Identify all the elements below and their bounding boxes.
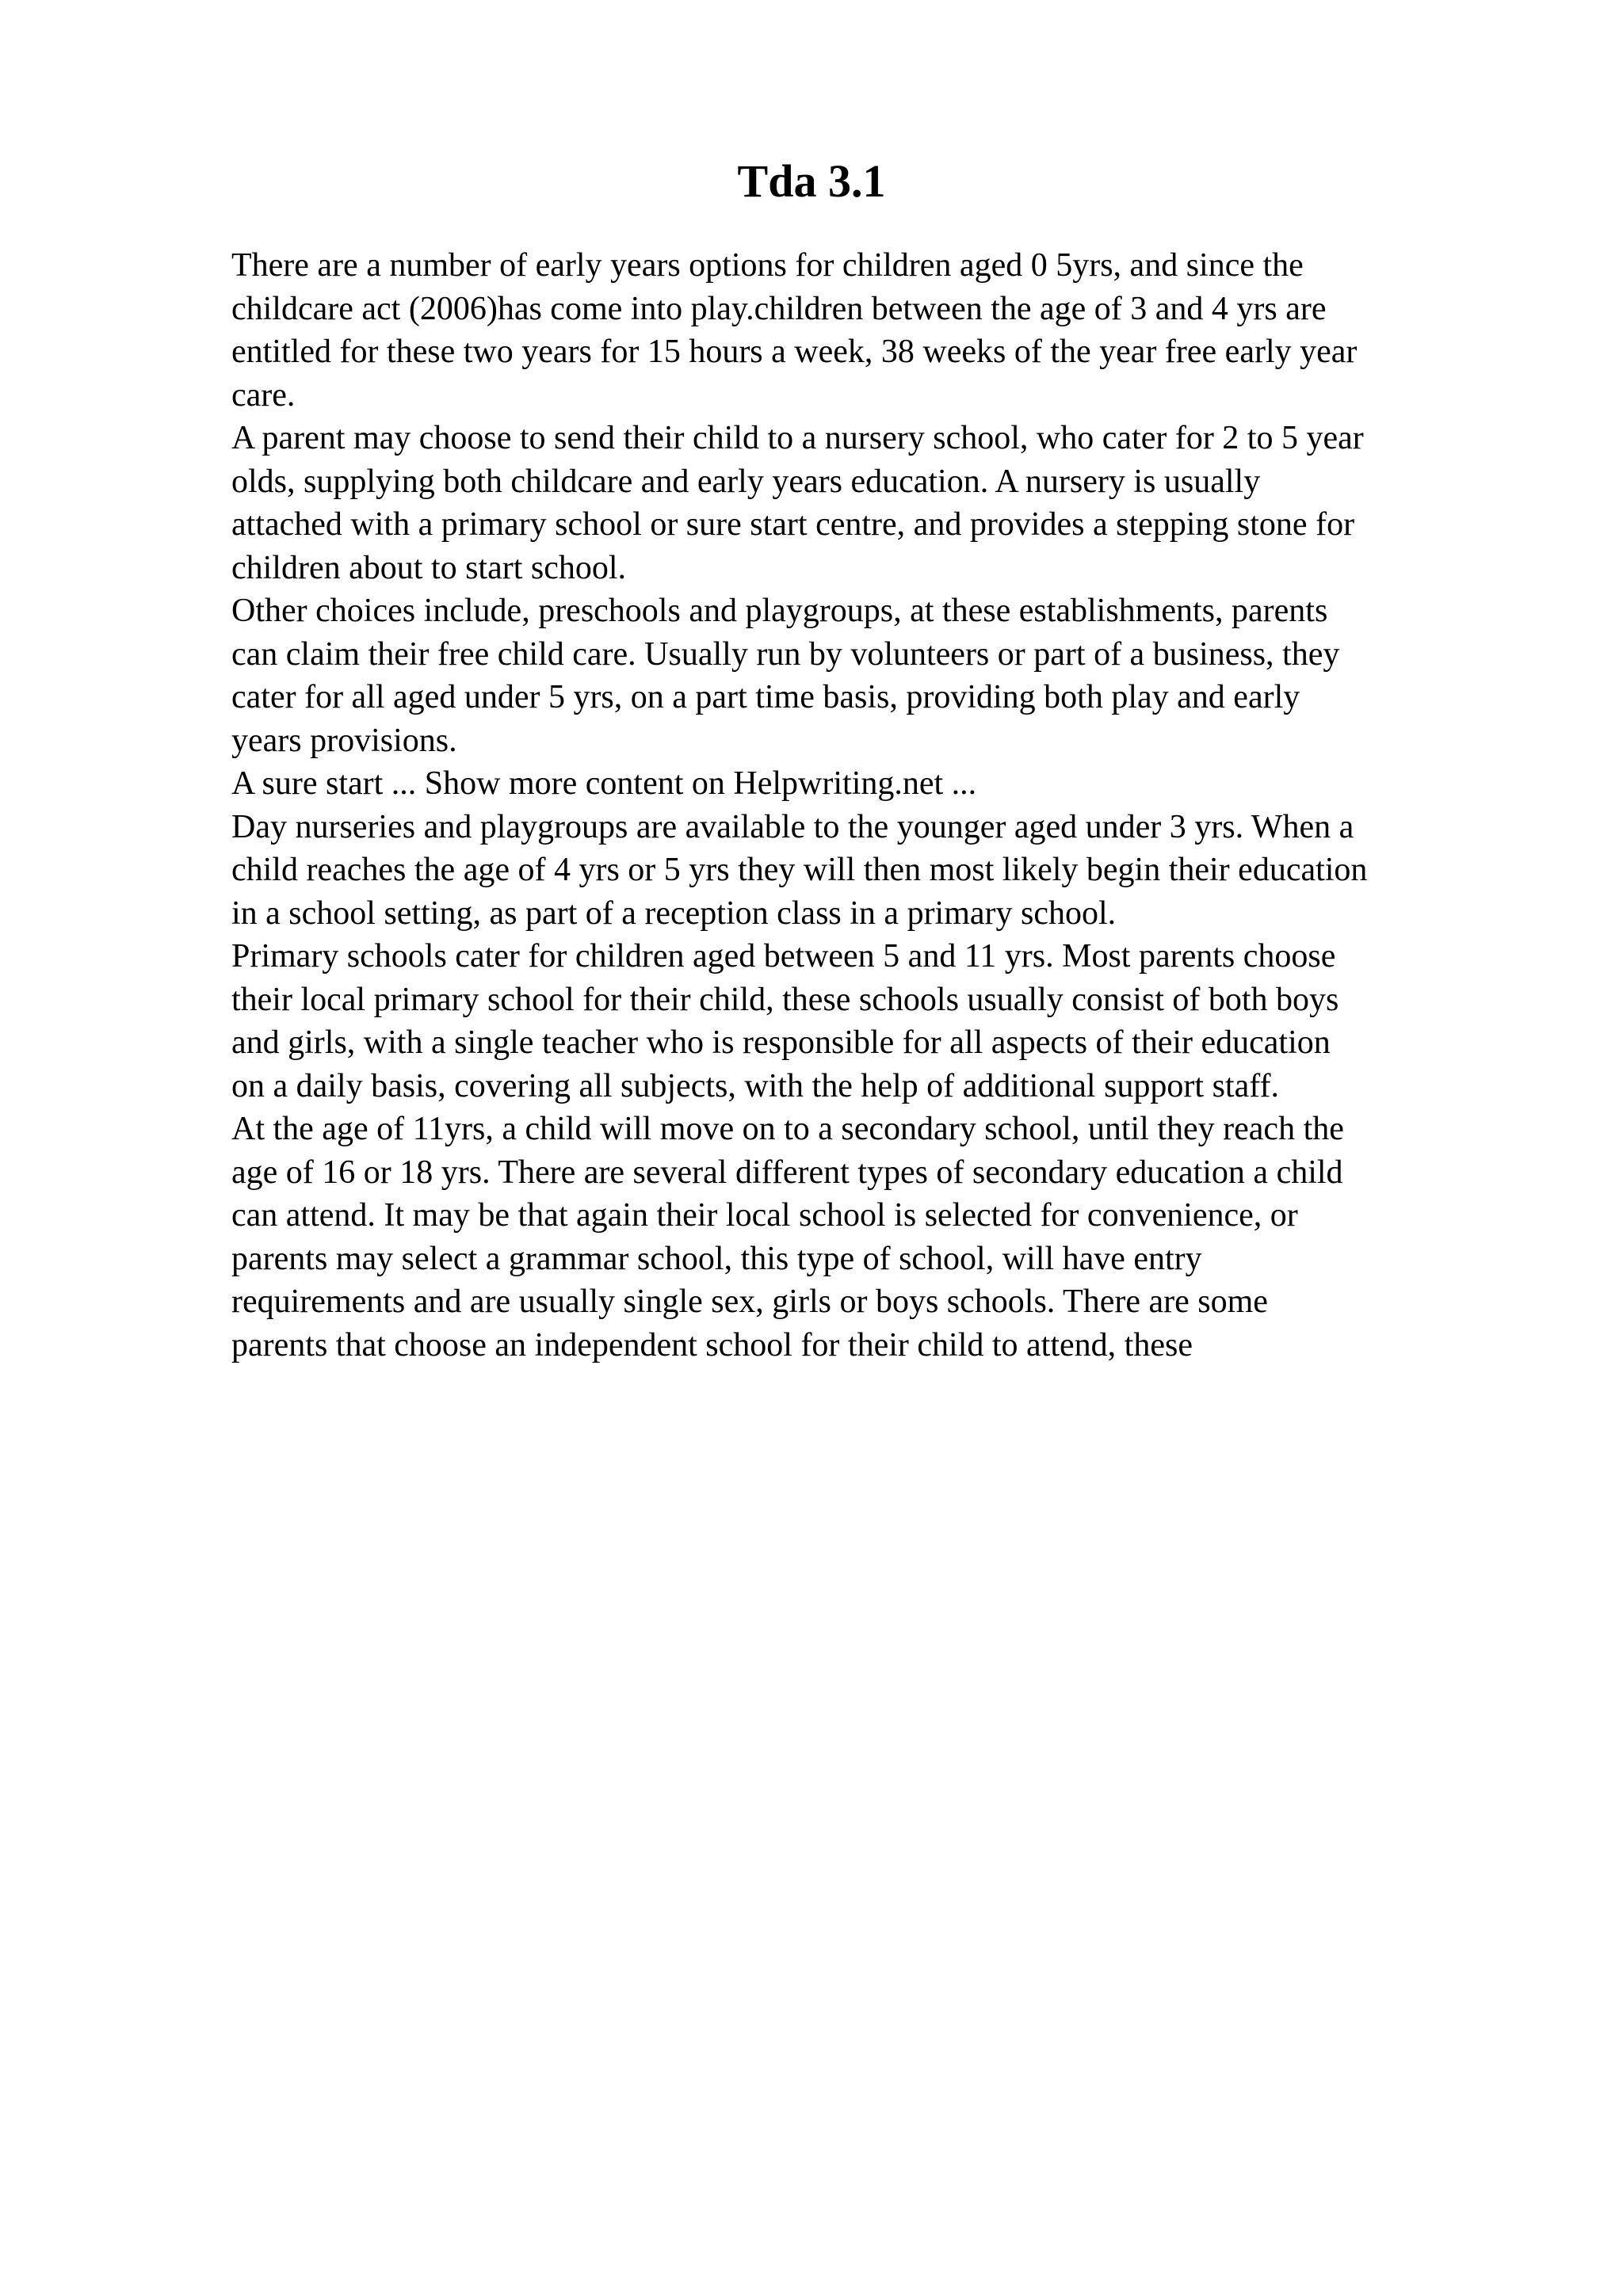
body-text-line: attached with a primary school or sure start centre, and provides a stepping stone for [231,506,1355,543]
body-text-line: Day nurseries and playgroups are available to the younger aged under 3 yrs. When a [231,808,1354,845]
body-text-line: childcare act (2006)has come into play.children between the age of 3 and 4 yrs are [231,290,1327,327]
body-text-line: can claim their free child care. Usually run by volunteers or part of a business, they [231,635,1340,673]
body-text-line: and girls, with a single teacher who is responsible for all aspects of their education [231,1024,1331,1061]
document-body [231,244,1579,1367]
body-text-line: requirements and are usually single sex, girls or boys schools. There are some [231,1283,1268,1320]
body-text-line: child reaches the age of 4 yrs or 5 yrs they will then most likely begin their education [231,852,1368,888]
body-text-line: parents may select a grammar school, this type of school, will have entry [231,1240,1202,1277]
body-text-line: care. [231,376,296,414]
body-text-line: children about to start school. [231,549,627,586]
body-text-line: parents that choose an independent school for their child to attend, these [231,1326,1193,1363]
body-text-line: Other choices include, preschools and playgroups, at these establishments, parents [231,593,1328,629]
document-title: Tda 3.1 [737,155,886,207]
body-text-line: years provisions. [231,722,457,759]
body-text-line: in a school setting, as part of a reception class in a primary school. [231,894,1117,932]
body-text-line: There are a number of early years options for children aged 0 5yrs, and since the [231,247,1304,284]
body-text-line: A sure start ... Show more content on Helpwriting.net ... [231,765,977,802]
body-text-line: cater for all aged under 5 yrs, on a part time basis, providing both play and early [231,679,1300,715]
body-text-line: can attend. It may be that again their local school is selected for convenience, or [231,1197,1298,1234]
body-text-line: age of 16 or 18 yrs. There are several different types of secondary education a child [231,1154,1343,1191]
body-text-line: on a daily basis, covering all subjects, with the help of additional support staff. [231,1067,1279,1104]
body-text-line: A parent may choose to send their child to a nursery school, who cater for 2 to 5 year [231,420,1364,456]
body-text-line: Primary schools cater for children aged between 5 and 11 yrs. Most parents choose [231,938,1336,974]
body-text-line: their local primary school for their child, these schools usually consist of both boys [231,981,1339,1018]
body-text-line: olds, supplying both childcare and early years education. A nursery is usually [231,463,1261,500]
body-text-line: entitled for these two years for 15 hours a week, 38 weeks of the year free early year [231,334,1358,370]
body-text-line: At the age of 11yrs, a child will move on to a secondary school, until they reach the [231,1111,1344,1147]
